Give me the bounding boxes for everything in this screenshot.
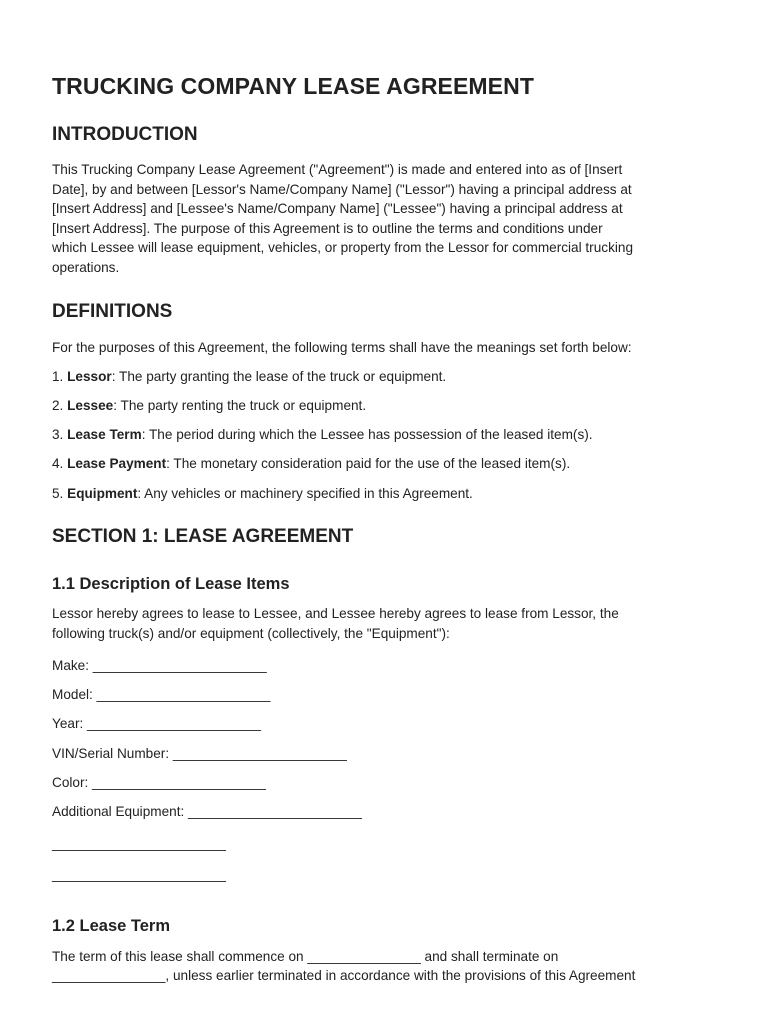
definition-term: Lease Term (67, 427, 142, 443)
definition-number: 1. (52, 368, 68, 384)
subsection-1-2-heading: 1.2 Lease Term (52, 916, 171, 935)
field-model[interactable]: Model: _______________________ (52, 687, 271, 703)
definition-item (52, 454, 718, 474)
introduction-line: operations. (52, 259, 120, 275)
introduction-heading: INTRODUCTION (52, 124, 198, 145)
definition-item (52, 425, 718, 445)
introduction-line: [Insert Address]. The purpose of this Agreement is to outline the terms and conditions under (52, 220, 603, 236)
subsection-1-2-paragraph (52, 947, 718, 986)
definition-term: Lessor (67, 368, 112, 384)
blank-line[interactable]: _______________________ (52, 866, 226, 882)
field-year[interactable]: Year: _______________________ (52, 716, 261, 732)
definition-number: 5. (52, 485, 68, 501)
introduction-line: This Trucking Company Lease Agreement ("Agreement") is made and entered into as of [Insert (52, 162, 623, 177)
section1-heading: SECTION 1: LEASE AGREEMENT (52, 526, 354, 548)
definitions-heading: DEFINITIONS (52, 300, 173, 322)
definition-number: 2. (52, 397, 68, 413)
field-make[interactable]: Make: _______________________ (52, 658, 267, 674)
definition-term: Lease Payment (67, 456, 167, 472)
definition-number: 3. (52, 427, 68, 443)
field-color[interactable]: Color: _______________________ (52, 774, 266, 790)
definition-item (52, 484, 718, 504)
paragraph-line: The term of this lease shall commence on _______________ and shall terminate on (52, 948, 559, 964)
definition-term: Equipment (67, 485, 138, 501)
introduction-line: Date], by and between [Lessor's Name/Company Name] ("Lessor") having a principal address at (52, 181, 632, 197)
introduction-line: [Insert Address] and [Lessee's Name/Company Name] ("Lessee") having a principal address at (52, 201, 623, 217)
introduction-paragraph (52, 160, 718, 278)
subsection-1-1-paragraph (52, 604, 718, 643)
definition-item (52, 396, 718, 416)
definition-item (52, 367, 718, 387)
document-title: TRUCKING COMPANY LEASE AGREEMENT (52, 73, 534, 99)
definition-text: : The period during which the Lessee has possession of the leased item(s). (141, 427, 593, 443)
definition-number: 4. (52, 456, 68, 472)
field-vin-serial[interactable]: VIN/Serial Number: _______________________ (52, 745, 347, 761)
paragraph-line: Lessor hereby agrees to lease to Lessee, and Lessee hereby agrees to lease from Lessor, the (52, 606, 619, 622)
introduction-line: which Lessee will lease equipment, vehicles, or property from the Lessor for commercial trucking (52, 240, 634, 256)
definition-text: : The monetary consideration paid for the use of the leased item(s). (166, 456, 571, 472)
paragraph-line: _______________, unless earlier terminated in accordance with the provisions of this Agreement (52, 968, 636, 984)
definition-text: : The party granting the lease of the truck or equipment. (111, 368, 447, 384)
definitions-intro: For the purposes of this Agreement, the following terms shall have the meanings set forth below: (52, 339, 632, 355)
definition-text: : The party renting the truck or equipment. (113, 397, 367, 413)
paragraph-line: following truck(s) and/or equipment (collectively, the "Equipment"): (52, 625, 450, 641)
blank-line[interactable]: _______________________ (52, 836, 226, 852)
field-additional-equipment[interactable]: Additional Equipment: _______________________ (52, 803, 362, 819)
definition-text: : Any vehicles or machinery specified in this Agreement. (137, 485, 473, 501)
subsection-1-1-heading: 1.1 Description of Lease Items (52, 575, 290, 594)
definition-term: Lessee (67, 397, 114, 413)
